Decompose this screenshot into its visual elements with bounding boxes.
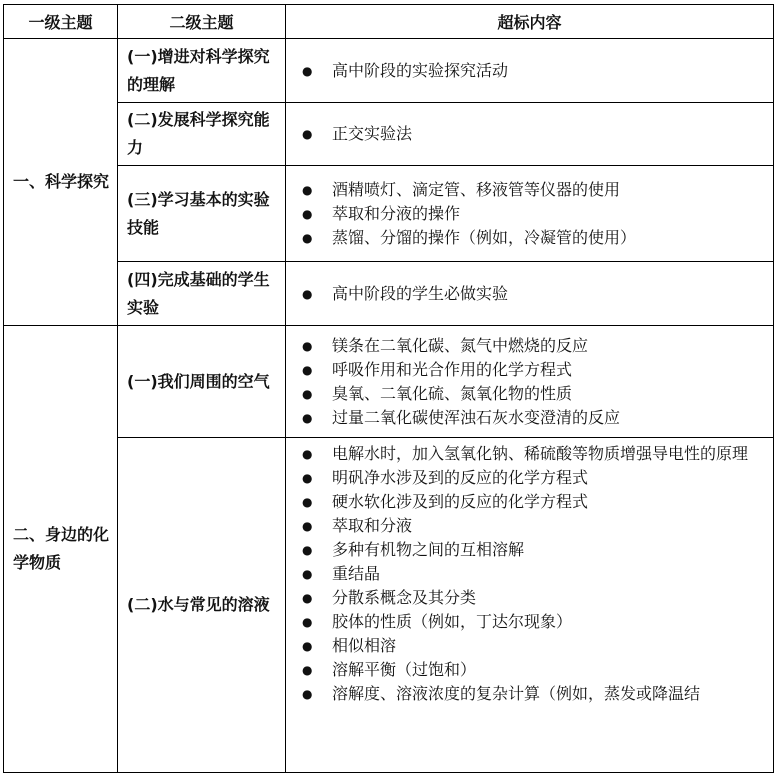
bullet-icon: ● xyxy=(302,338,313,353)
header-level2: 二级主题 xyxy=(118,5,286,39)
content-cell xyxy=(286,262,774,326)
bullet-icon: ● xyxy=(302,447,313,461)
table-row xyxy=(4,166,774,262)
table-row xyxy=(4,262,774,326)
bullet-icon: ● xyxy=(302,519,313,533)
list-item: ● 过量二氧化碳使浑浊石灰水变澄清的反应 xyxy=(296,406,767,430)
content-cell xyxy=(286,39,774,103)
list-item: ● 多种有机物之间的互相溶解 xyxy=(296,538,767,562)
bullet-icon: ● xyxy=(302,230,313,245)
bullet-icon: ● xyxy=(302,543,313,557)
bullet-icon: ● xyxy=(302,615,313,629)
list-item: ● 相似相溶 xyxy=(296,634,767,658)
bullet-icon: ● xyxy=(302,386,313,401)
list-item: ● 臭氧、二氧化硫、氮氧化物的性质 xyxy=(296,382,767,406)
level2-topic: (三)学习基本的实验技能 xyxy=(118,166,286,262)
content-cell xyxy=(286,166,774,262)
bullet-icon: ● xyxy=(302,567,313,581)
bullet-icon: ● xyxy=(302,471,313,485)
list-item: ● 萃取和分液的操作 xyxy=(296,202,767,226)
level1-topic: 二、身边的化学物质 xyxy=(4,326,118,773)
table-row xyxy=(4,326,774,438)
list-item: ● 电解水时，加入氢氧化钠、稀硫酸等物质增强导电性的原理 xyxy=(296,442,767,466)
bullet-icon: ● xyxy=(302,495,313,509)
level2-topic: (四)完成基础的学生实验 xyxy=(118,262,286,326)
header-level1: 一级主题 xyxy=(4,5,118,39)
content-cell xyxy=(286,326,774,438)
list-item: ● 蒸馏、分馏的操作（例如，冷凝管的使用） xyxy=(296,226,767,250)
list-item: ● 高中阶段的学生必做实验 xyxy=(296,282,767,306)
table-row xyxy=(4,103,774,166)
bullet-icon: ● xyxy=(302,182,313,197)
bullet-icon: ● xyxy=(302,410,313,425)
table-row xyxy=(4,39,774,103)
list-item: ● 硬水软化涉及到的反应的化学方程式 xyxy=(296,490,767,514)
header-content: 超标内容 xyxy=(286,5,774,39)
curriculum-table xyxy=(3,4,774,773)
list-item: ● 萃取和分液 xyxy=(296,514,767,538)
bullet-icon: ● xyxy=(302,63,313,78)
bullet-icon: ● xyxy=(302,362,313,377)
level2-topic: (一)我们周围的空气 xyxy=(118,326,286,438)
list-item: ● 呼吸作用和光合作用的化学方程式 xyxy=(296,358,767,382)
bullet-icon: ● xyxy=(302,639,313,653)
list-item: ● 溶解度、溶液浓度的复杂计算（例如，蒸发或降温结 xyxy=(296,682,767,706)
list-item: ● 高中阶段的实验探究活动 xyxy=(296,59,767,83)
level2-topic: (一)增进对科学探究的理解 xyxy=(118,39,286,103)
list-item: ● 胶体的性质（例如，丁达尔现象） xyxy=(296,610,767,634)
bullet-icon: ● xyxy=(302,286,313,301)
level2-topic: (二)水与常见的溶液 xyxy=(118,438,286,773)
bullet-icon: ● xyxy=(302,663,313,677)
level1-topic: 一、科学探究 xyxy=(4,39,118,326)
level2-topic: (二)发展科学探究能力 xyxy=(118,103,286,166)
list-item: ● 明矾净水涉及到的反应的化学方程式 xyxy=(296,466,767,490)
list-item: ● 重结晶 xyxy=(296,562,767,586)
list-item: ● 酒精喷灯、滴定管、移液管等仪器的使用 xyxy=(296,178,767,202)
header-row xyxy=(4,5,774,39)
content-cell xyxy=(286,103,774,166)
content-cell xyxy=(286,438,774,773)
table-row xyxy=(4,438,774,773)
list-item: ● 溶解平衡（过饱和） xyxy=(296,658,767,682)
bullet-icon: ● xyxy=(302,127,313,141)
bullet-icon: ● xyxy=(302,591,313,605)
bullet-icon: ● xyxy=(302,687,313,701)
list-item: ● 正交实验法 xyxy=(296,122,767,146)
list-item: ● 镁条在二氧化碳、氮气中燃烧的反应 xyxy=(296,334,767,358)
list-item: ● 分散系概念及其分类 xyxy=(296,586,767,610)
bullet-icon: ● xyxy=(302,206,313,221)
